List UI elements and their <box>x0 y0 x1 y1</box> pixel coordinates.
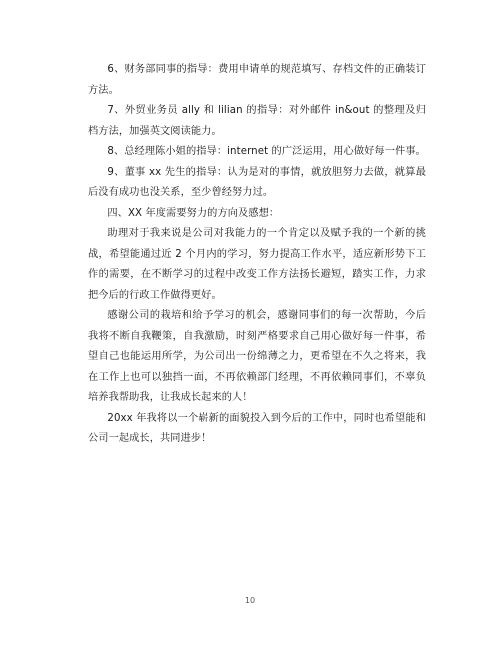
paragraph-manager-guidance: 8、总经理陈小姐的指导：internet 的广泛运用，用心做好每一件事。 <box>107 146 426 157</box>
paragraph-gratitude: 感谢公司的栽培和给予学习的机会，感谢同事们的每一次帮助，今后我将不断自我鞭策，自我激励，时刻严格要求自己用心做好每一件事，希望自己也能运用所学，为公司出一份绵薄之力，更希望在不久之将来，我在工作上也可以独挡一面，不再依赖部门经理，不再依赖同事们，不辜负培养我帮助我，让我成长起来的人！ <box>88 310 426 403</box>
paragraph-closing: 20xx 年我将以一个崭新的面貌投入到今后的工作中，同时也希望能和公司一起成长，共同进步！ <box>88 412 426 444</box>
paragraph-finance-guidance: 6、财务部同事的指导：费用申请单的规范填写、存档文件的正确装订方法。 <box>88 64 426 96</box>
document-body <box>88 60 426 450</box>
page-number: 10 <box>244 596 256 605</box>
paragraph-director-guidance: 9、董事 xx 先生的指导：认为是对的事情，就放胆努力去做，就算最后没有成功也没关系，至少曾经努力过。 <box>88 166 426 198</box>
section-heading: 四、XX 年度需要努力的方向及感想： <box>107 207 280 219</box>
paragraph-assistant-role: 助理对于我来说是公司对我能力的一个肯定以及赋予我的一个新的挑战，希望能通过近 2 个月内的学习，努力提高工作水平，适应新形势下工作的需要，在不断学习的过程中改变工作方法扬长避短，踏实工作，力求把今后的行政工作做得更好。 <box>88 228 426 301</box>
paragraph-trade-guidance: 7、外贸业务员 ally 和 lilian 的指导：对外邮件 in&out 的整理及归档方法，加强英文阅读能力。 <box>88 105 426 137</box>
